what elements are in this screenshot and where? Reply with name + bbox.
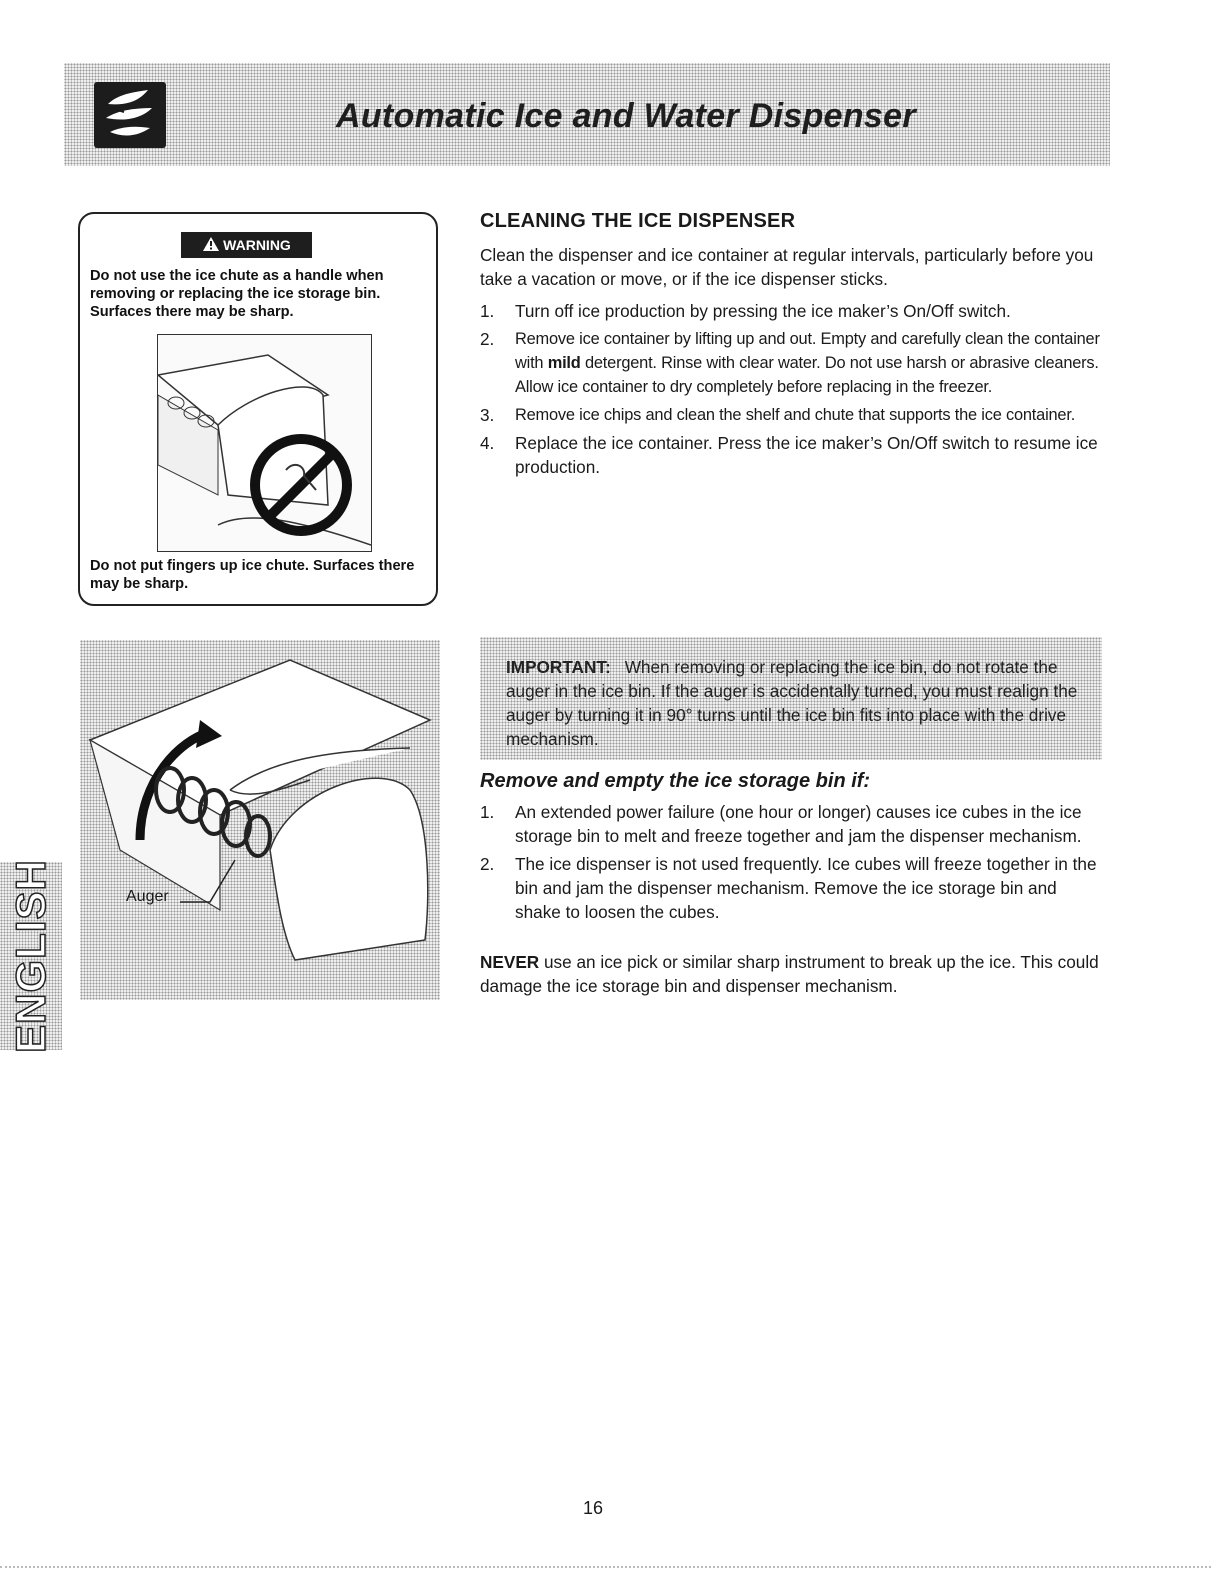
- never-warning: [480, 950, 1105, 998]
- remove-steps: [480, 800, 1105, 928]
- language-label: ENGLISH: [7, 859, 54, 1053]
- important-text: [506, 655, 1086, 751]
- cleaning-steps: [480, 299, 1105, 483]
- auger-illustration: [80, 640, 440, 1000]
- warning-badge: [181, 232, 312, 258]
- list-item: [480, 299, 1105, 323]
- step-number: 2.: [480, 329, 495, 349]
- page-number: 16: [582, 1498, 604, 1518]
- never-bold: NEVER: [480, 952, 540, 972]
- important-label: IMPORTANT:: [506, 657, 611, 677]
- important-note: [480, 637, 1102, 760]
- cleaning-heading: CLEANING THE ICE DISPENSER: [480, 210, 796, 232]
- never-text: use an ice pick or similar sharp instrument to break up the ice. This could damage the ice storage bin and dispenser mechanism.: [480, 952, 1099, 996]
- step-text: Replace the ice container. Press the ice maker’s On/Off switch to resume ice production.: [515, 433, 1098, 477]
- cleaning-intro: Clean the dispenser and ice container at regular intervals, particularly before you take a vacation or move, or if the ice dispenser sticks.: [480, 245, 1094, 289]
- list-item: [480, 431, 1105, 479]
- step-number: 4.: [480, 433, 495, 453]
- remove-heading: Remove and empty the ice storage bin if:: [480, 770, 871, 792]
- step-text-part: detergent. Rinse with clear water. Do not use harsh or abrasive cleaners. Allow ice container to dry completely before replacing in the freezer.: [515, 354, 1099, 396]
- warning-box: [78, 212, 438, 606]
- warning-triangle-icon: [202, 236, 220, 255]
- step-text: An extended power failure (one hour or longer) causes ice cubes in the ice storage bin to melt and freeze together and jam the dispenser mechanism.: [515, 802, 1082, 846]
- step-text-part: Remove ice container by lifting up and out. Empty and carefully clean the container with: [515, 330, 1100, 372]
- list-item: [480, 852, 1105, 924]
- step-number: 3.: [480, 405, 495, 425]
- ice-chute-illustration: [157, 334, 372, 552]
- page-title: Automatic Ice and Water Dispenser: [336, 97, 916, 135]
- step-text: The ice dispenser is not used frequently. Ice cubes will freeze together in the bin and jam the dispenser mechanism. Remove the ice storage bin and shake to loosen the cubes.: [515, 854, 1097, 922]
- list-item: [480, 327, 1105, 399]
- list-item: [480, 403, 1105, 427]
- warning-text-top: Do not use the ice chute as a handle when removing or replacing the ice storage bin. Surfaces there may be sharp.: [90, 268, 384, 320]
- language-side-tab: [0, 859, 62, 1053]
- list-item: [480, 800, 1105, 848]
- step-number: 1.: [480, 802, 495, 822]
- bottom-divider: [0, 1566, 1211, 1570]
- leaf-logo-icon: [94, 82, 166, 148]
- step-number: 1.: [480, 301, 495, 321]
- auger-label: Auger: [126, 888, 169, 905]
- step-text-bold: mild: [547, 354, 581, 372]
- step-text: Remove ice chips and clean the shelf and chute that supports the ice container.: [515, 406, 1076, 424]
- important-body: When removing or replacing the ice bin, do not rotate the auger in the ice bin. If the auger is accidentally turned, you must realign the auger by turning it in 90° turns until the ice bin fits into place with the drive mechanism.: [506, 657, 1078, 749]
- warning-label: WARNING: [223, 237, 291, 253]
- step-text: Turn off ice production by pressing the ice maker’s On/Off switch.: [515, 301, 1011, 321]
- step-text: [515, 327, 1105, 399]
- prohibited-icon: [246, 430, 356, 545]
- warning-text-bottom: Do not put fingers up ice chute. Surfaces there may be sharp.: [90, 558, 415, 592]
- step-number: 2.: [480, 854, 495, 874]
- page-header: [64, 63, 1110, 166]
